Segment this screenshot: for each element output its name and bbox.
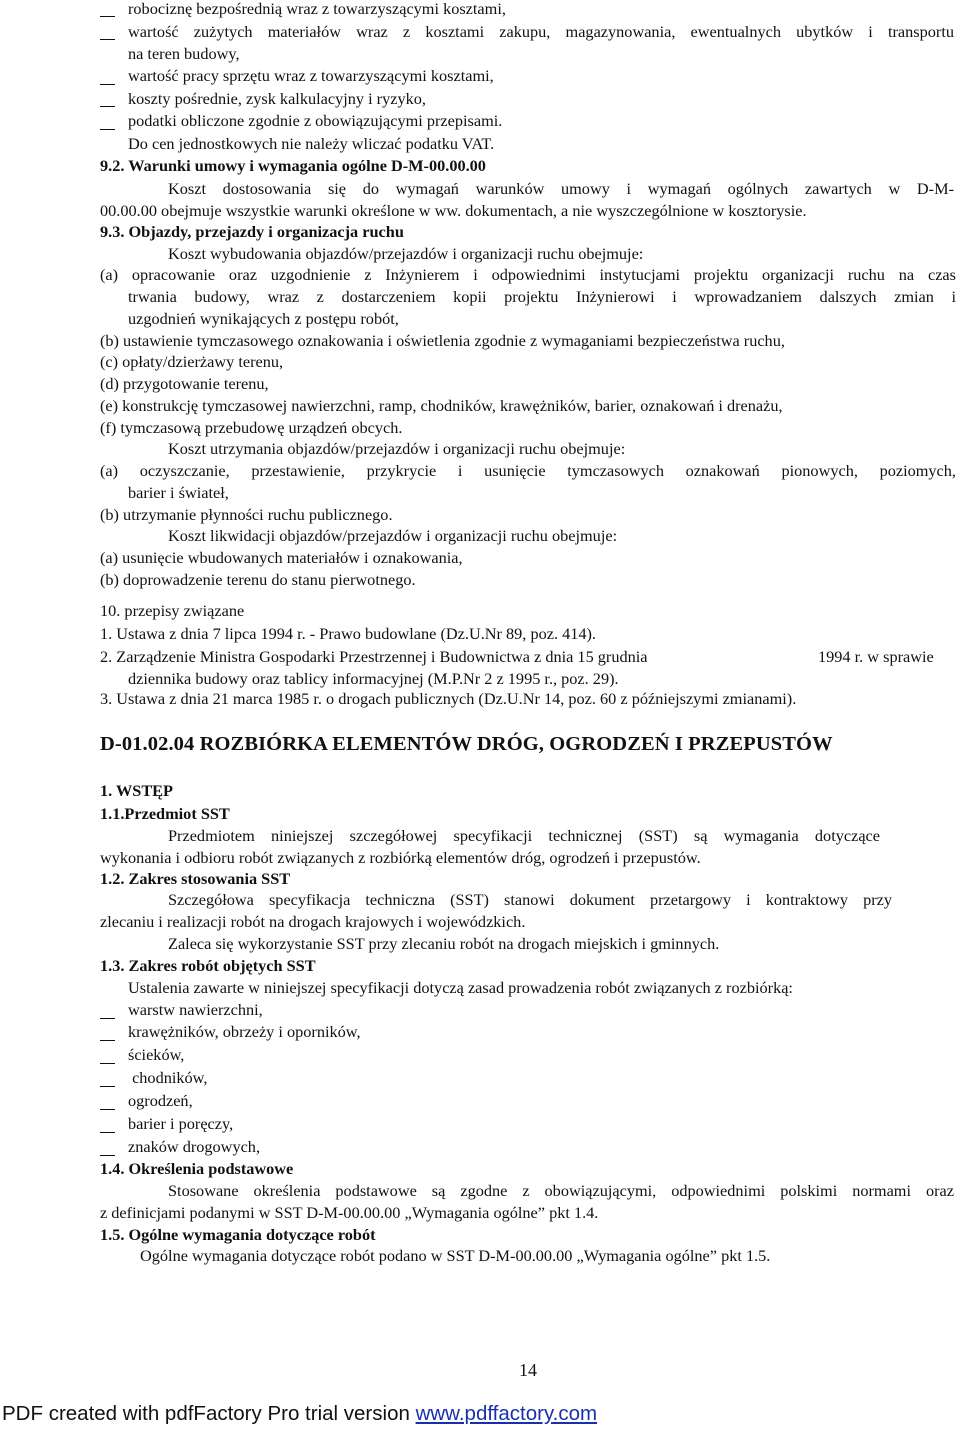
subsection-heading-1-2: 1.2. Zakres stosowania SST (100, 869, 291, 888)
bullet-item: ogrodzeń, (128, 1091, 193, 1110)
bullet-item: wartość pracy sprzętu wraz z towarzyszącymi kosztami, (128, 66, 494, 85)
bullet-dash (100, 16, 115, 17)
document-title: D-01.02.04 ROZBIÓRKA ELEMENTÓW DRÓG, OGRODZEŃ I PRZEPUSTÓW (100, 733, 833, 755)
bullet-dash (100, 1109, 115, 1110)
subsection-heading-1-5: 1.5. Ogólne wymagania dotyczące robót (100, 1225, 376, 1244)
bullet-dash (100, 1155, 115, 1156)
paragraph-line: Koszt wybudowania objazdów/przejazdów i organizacji ruchu obejmuje: (168, 244, 644, 263)
bullet-item: warstw nawierzchni, (128, 1000, 263, 1019)
section-heading-1: 1. WSTĘP (100, 781, 173, 800)
list-item: (e) konstrukcję tymczasowej nawierzchni, ramp, chodników, krawężników, barier, oznakowań i drenażu, (100, 396, 783, 415)
list-item: (f) tymczasową przebudowę urządzeń obcych. (100, 418, 403, 437)
vat-note: Do cen jednostkowych nie należy wliczać podatku VAT. (128, 134, 495, 153)
list-item-continuation: trwania budowy, wraz z dostarczeniem kopii projektu Inżynierowi i wprowadzaniem dalszych zmian i (128, 287, 956, 306)
paragraph-line: 00.00.00 obejmuje wszystkie warunki określone w ww. dokumentach, a nie wyszczególnione w kosztorysie. (100, 201, 807, 220)
list-item: (b) utrzymanie płynności ruchu publicznego. (100, 505, 393, 524)
list-item-part: 1994 r. w sprawie (818, 647, 934, 666)
paragraph-line: zlecaniu i realizacji robót na drogach krajowych i wojewódzkich. (100, 912, 526, 931)
paragraph-line: Ustalenia zawarte w niniejszej specyfikacji dotyczą zasad prowadzenia robót związanych z rozbiórką: (128, 978, 793, 997)
paragraph-line: wykonania i odbioru robót związanych z rozbiórką elementów dróg, ogrodzeń i przepustów. (100, 848, 701, 867)
bullet-dash (100, 1063, 115, 1064)
bullet-dash (100, 84, 115, 85)
list-item: (a) oczyszczanie, przestawienie, przykrycie i usunięcie tymczasowych oznakowań pionowych, poziomych, (100, 461, 956, 480)
paragraph-line: Stosowane określenia podstawowe są zgodne z obowiązującymi, odpowiednimi polskimi normami oraz (168, 1181, 954, 1200)
bullet-dash (100, 1132, 115, 1133)
section-heading-10: 10. przepisy związane (100, 601, 245, 620)
footer-text: PDF created with pdfFactory Pro trial version (2, 1402, 416, 1425)
list-item: (a) opracowanie oraz uzgodnienie z Inżynierem i odpowiednimi instytucjami projektu organizacji ruchu na czas (100, 265, 956, 284)
bullet-item: chodników, (128, 1068, 208, 1087)
bullet-item: wartość zużytych materiałów wraz z kosztami zakupu, magazynowania, ewentualnych ubytków i transportu (128, 22, 954, 41)
bullet-dash (100, 1086, 115, 1087)
bullet-item: znaków drogowych, (128, 1137, 261, 1156)
list-item: (a) usunięcie wbudowanych materiałów i oznakowania, (100, 548, 463, 567)
paragraph-line: Szczegółowa specyfikacja techniczna (SST) stanowi dokument przetargowy i kontraktowy przy (168, 890, 892, 909)
section-heading-9-2: 9.2. Warunki umowy i wymagania ogólne D-M-00.00.00 (100, 156, 486, 175)
section-heading-9-3: 9.3. Objazdy, przejazdy i organizacja ruchu (100, 222, 404, 241)
list-item-continuation: barier i świateł, (128, 483, 229, 502)
bullet-item: podatki obliczone zgodnie z obowiązującymi przepisami. (128, 111, 503, 130)
list-item: 2. Zarządzenie Ministra Gospodarki Przestrzennej i Budownictwa z dnia 15 grudnia (100, 647, 648, 666)
paragraph-line: Ogólne wymagania dotyczące robót podano w SST D-M-00.00.00 „Wymagania ogólne” pkt 1.5. (140, 1246, 771, 1265)
paragraph-line: Zaleca się wykorzystanie SST przy zlecaniu robót na drogach miejskich i gminnych. (168, 934, 720, 953)
list-item: 1. Ustawa z dnia 7 lipca 1994 r. - Prawo budowlane (Dz.U.Nr 89, poz. 414). (100, 624, 597, 643)
list-item: (b) ustawienie tymczasowego oznakowania i oświetlenia zgodnie z wymaganiami bezpieczeństwa ruchu, (100, 331, 785, 350)
page-number: 14 (519, 1360, 537, 1380)
bullet-dash (100, 1040, 115, 1041)
list-item: 3. Ustawa z dnia 21 marca 1985 r. o drogach publicznych (Dz.U.Nr 14, poz. 60 z późniejszymi zmianami). (100, 689, 797, 708)
subsection-heading-1-1: 1.1.Przedmiot SST (100, 804, 230, 823)
footer-link[interactable]: www.pdffactory.com (415, 1402, 598, 1425)
list-item: (c) opłaty/dzierżawy terenu, (100, 352, 284, 371)
pdf-footer (2, 1403, 597, 1426)
bullet-item: robociznę bezpośrednią wraz z towarzyszącymi kosztami, (128, 0, 506, 18)
bullet-item-continuation: na teren budowy, (128, 44, 240, 63)
bullet-item: ścieków, (128, 1045, 185, 1064)
list-item-continuation: dziennika budowy oraz tablicy informacyjnej (M.P.Nr 2 z 1995 r., poz. 29). (128, 669, 619, 688)
subsection-heading-1-3: 1.3. Zakres robót objętych SST (100, 956, 316, 975)
bullet-dash (100, 106, 115, 107)
list-item-continuation: uzgodnień wynikających z postępu robót, (128, 309, 399, 328)
bullet-dash (100, 129, 115, 130)
list-item: (d) przygotowanie terenu, (100, 374, 269, 393)
paragraph-line: Koszt likwidacji objazdów/przejazdów i organizacji ruchu obejmuje: (168, 526, 618, 545)
bullet-item: krawężników, obrzeży i oporników, (128, 1022, 361, 1041)
paragraph-line: Koszt dostosowania się do wymagań warunków umowy i wymagań ogólnych zawartych w D-M- (168, 179, 954, 198)
paragraph-line: Przedmiotem niniejszej szczegółowej specyfikacji technicznej (SST) są wymagania dotyczące (168, 826, 880, 845)
paragraph-line: z definicjami podanymi w SST D-M-00.00.00 „Wymagania ogólne” pkt 1.4. (100, 1203, 599, 1222)
bullet-dash (100, 39, 115, 40)
subsection-heading-1-4: 1.4. Określenia podstawowe (100, 1159, 294, 1178)
paragraph-line: Koszt utrzymania objazdów/przejazdów i organizacji ruchu obejmuje: (168, 439, 626, 458)
bullet-item: barier i poręczy, (128, 1114, 234, 1133)
list-item: (b) doprowadzenie terenu do stanu pierwotnego. (100, 570, 416, 589)
bullet-item: koszty pośrednie, zysk kalkulacyjny i ryzyko, (128, 89, 426, 108)
bullet-dash (100, 1018, 115, 1019)
